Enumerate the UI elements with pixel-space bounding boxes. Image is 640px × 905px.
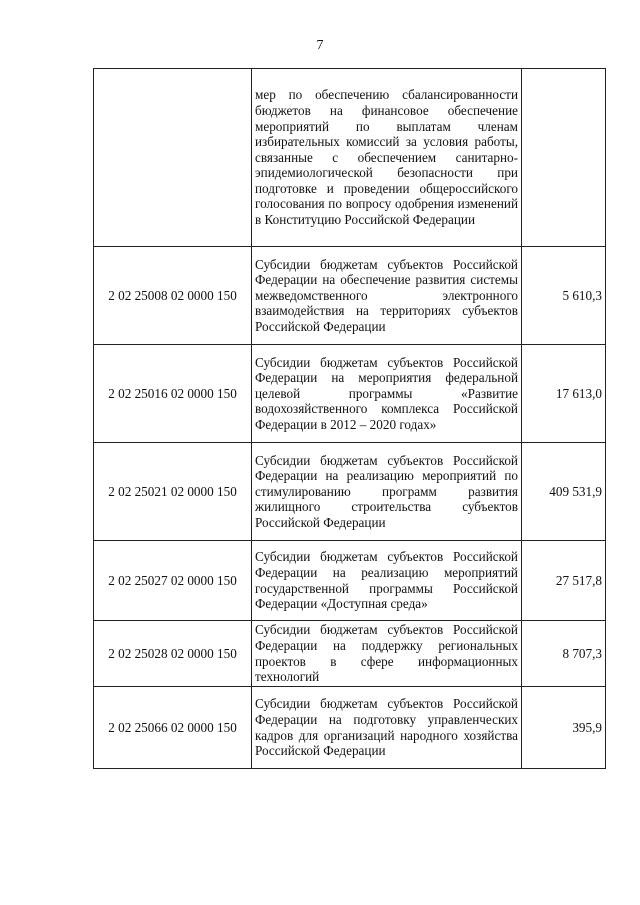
page-number: 7: [316, 38, 324, 53]
table-row: [94, 69, 606, 247]
amount-cell: 27 517,8: [522, 541, 606, 621]
table-row: [94, 247, 606, 345]
table-row: [94, 541, 606, 621]
amount-cell: 409 531,9: [522, 443, 606, 541]
amount-cell: 8 707,3: [522, 621, 606, 687]
revenue-name-cell: Субсидии бюджетам субъектов Российской Федерации на мероприятия федеральной целевой программы «Развитие водохозяйственного комплекса Российской Федерации в 2012 – 2020 годах»: [252, 345, 522, 443]
table-row: [94, 621, 606, 687]
budget-table: [93, 68, 606, 769]
budget-code-cell: 2 02 25066 02 0000 150: [94, 687, 252, 769]
amount-cell: 395,9: [522, 687, 606, 769]
budget-code-cell: 2 02 25027 02 0000 150: [94, 541, 252, 621]
budget-code-cell: 2 02 25028 02 0000 150: [94, 621, 252, 687]
revenue-name-cell: мер по обеспечению сбалансированности бюджетов на финансовое обеспечение мероприятий по выплатам членам избирательных комиссий за условия работы, связанные с обеспечением санитарно-эпидемиологической безопасности при подготовке и проведении общероссийского голосования по вопросу одобрения изменений в Конституцию Российской Федерации: [252, 69, 522, 247]
amount-cell: [522, 69, 606, 247]
table-row: [94, 687, 606, 769]
revenue-name-cell: Субсидии бюджетам субъектов Российской Федерации на реализацию мероприятий государственной программы Российской Федерации «Доступная среда»: [252, 541, 522, 621]
revenue-name-cell: Субсидии бюджетам субъектов Российской Федерации на подготовку управленческих кадров для организаций народного хозяйства Российской Федерации: [252, 687, 522, 769]
revenue-name-cell: Субсидии бюджетам субъектов Российской Федерации на обеспечение развития системы межведомственного электронного взаимодействия на территориях субъектов Российской Федерации: [252, 247, 522, 345]
revenue-name-cell: Субсидии бюджетам субъектов Российской Федерации на реализацию мероприятий по стимулированию программ развития жилищного строительства субъектов Российской Федерации: [252, 443, 522, 541]
revenue-name-cell: Субсидии бюджетам субъектов Российской Федерации на поддержку региональных проектов в сфере информационных технологий: [252, 621, 522, 687]
budget-code-cell: 2 02 25016 02 0000 150: [94, 345, 252, 443]
budget-code-cell: [94, 69, 252, 247]
budget-code-cell: 2 02 25021 02 0000 150: [94, 443, 252, 541]
table-row: [94, 345, 606, 443]
amount-cell: 17 613,0: [522, 345, 606, 443]
amount-cell: 5 610,3: [522, 247, 606, 345]
table-row: [94, 443, 606, 541]
budget-code-cell: 2 02 25008 02 0000 150: [94, 247, 252, 345]
